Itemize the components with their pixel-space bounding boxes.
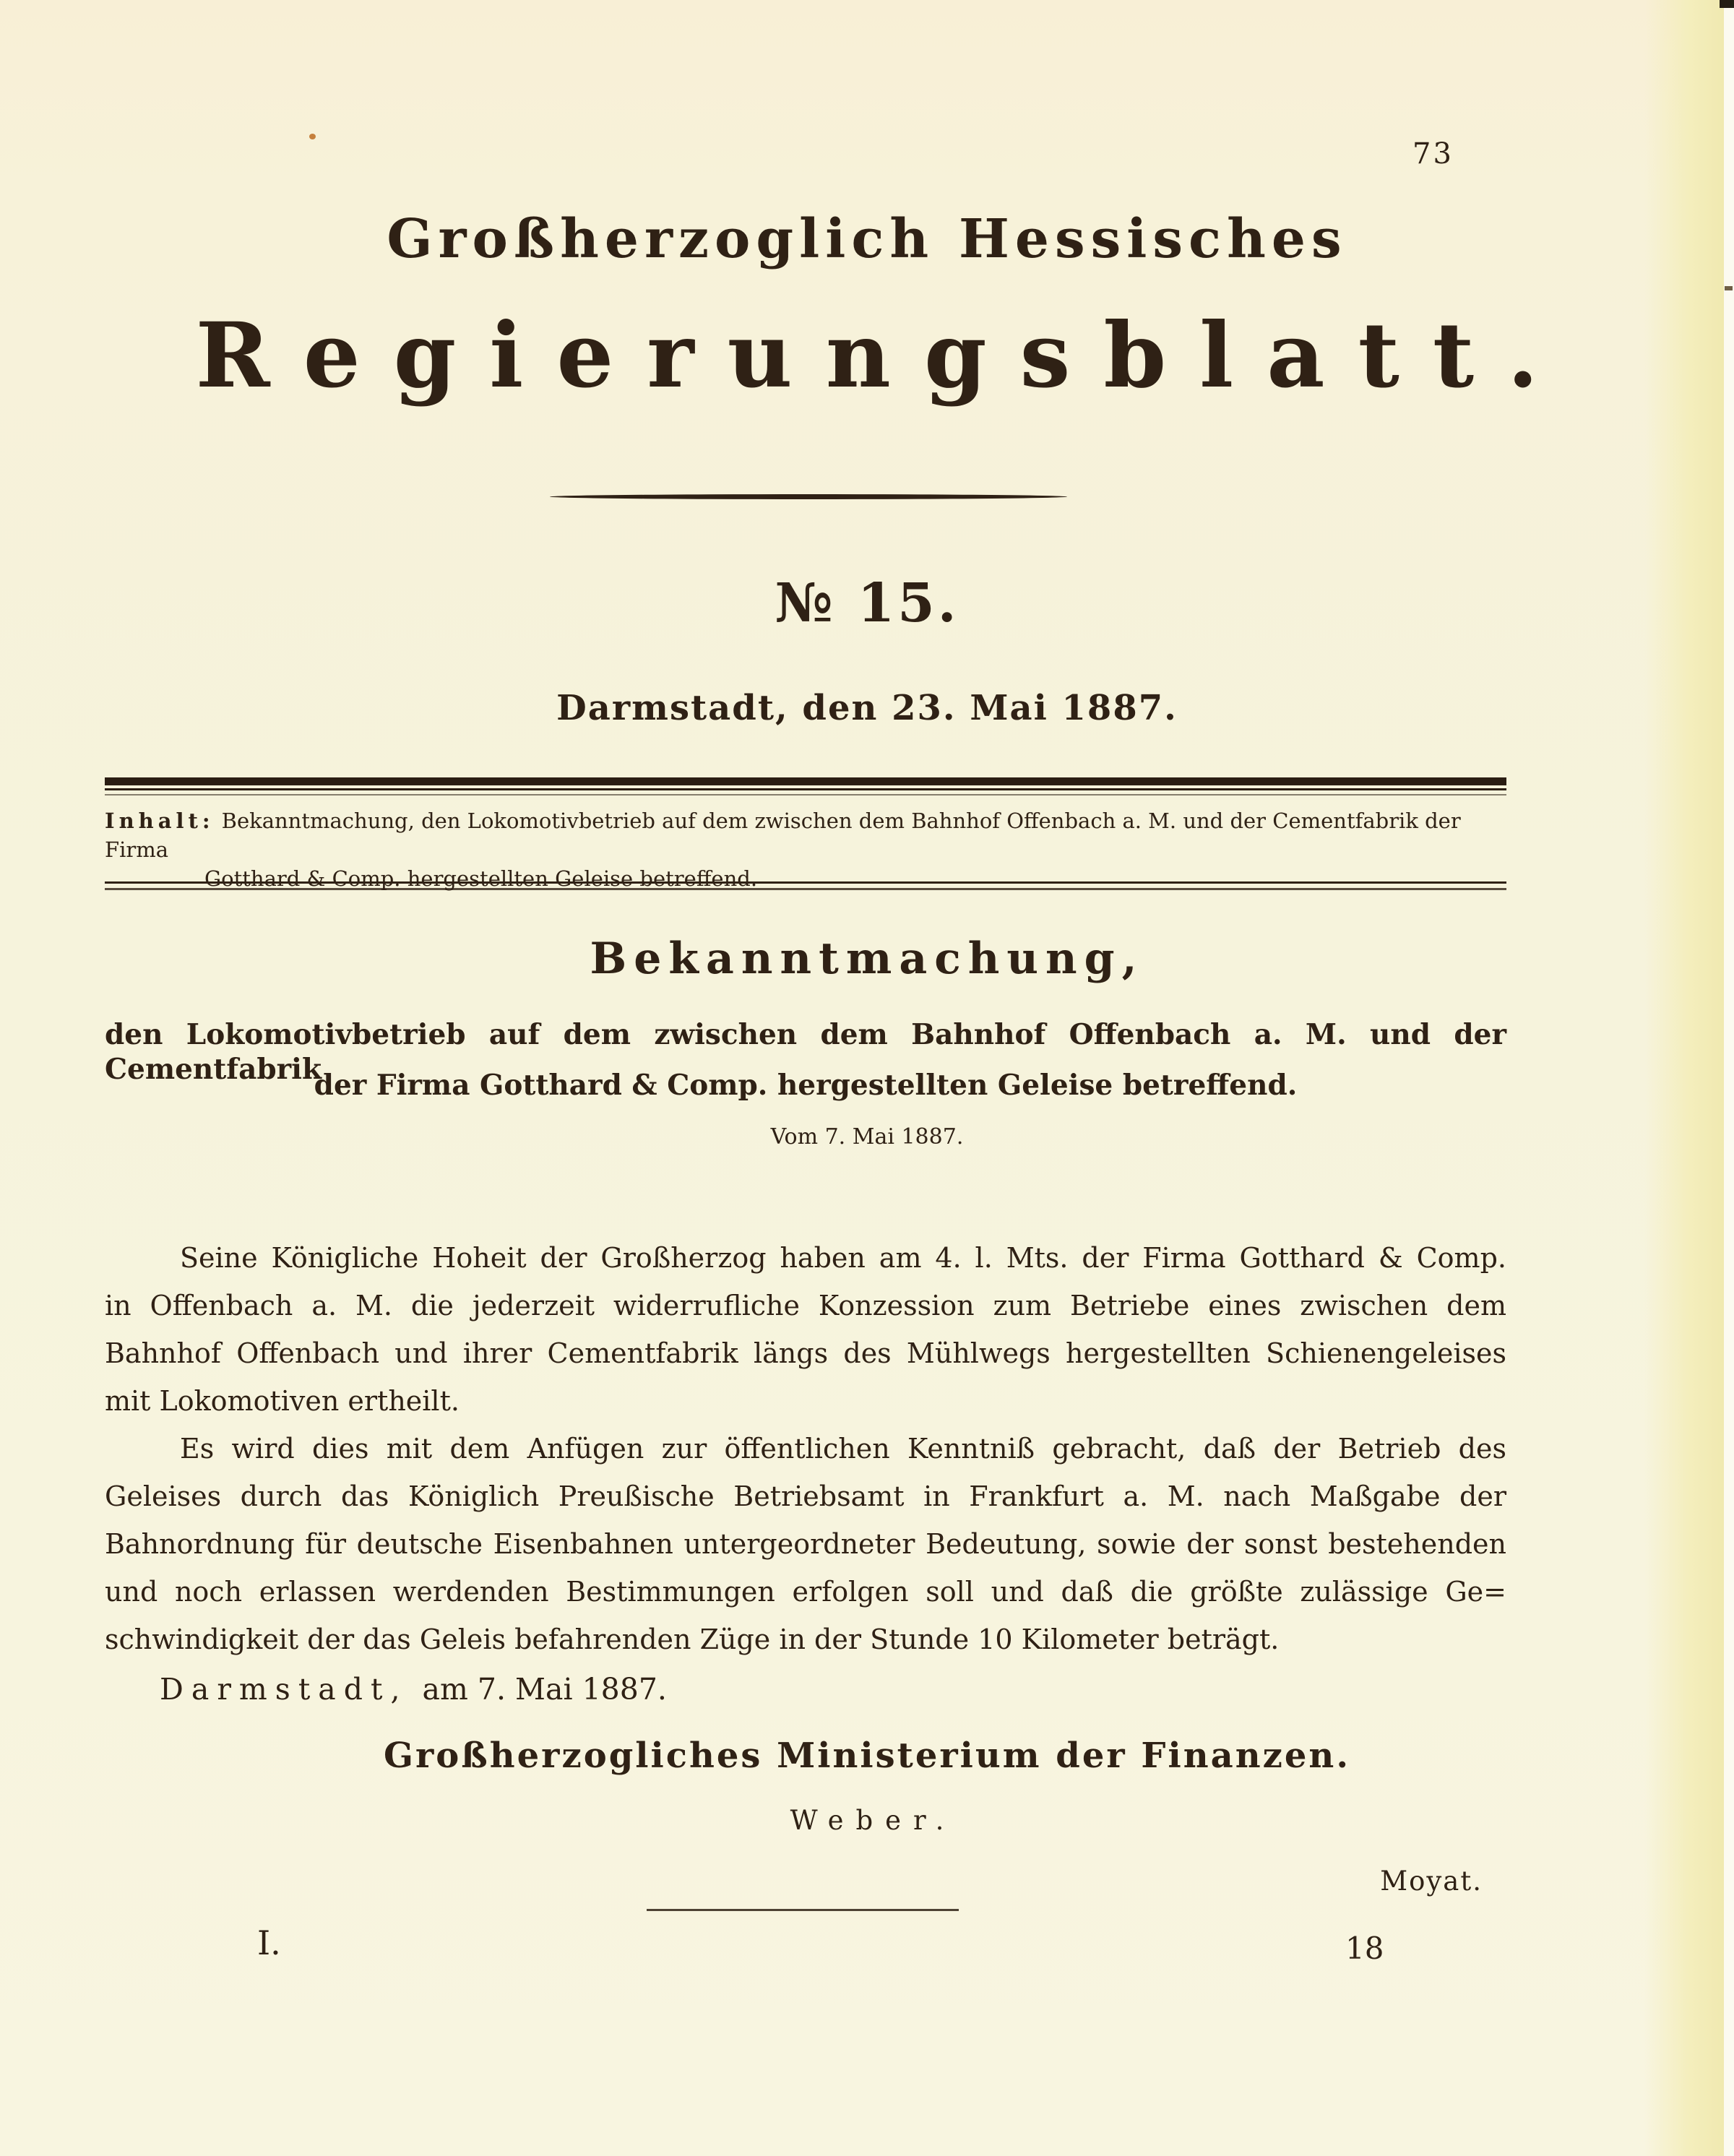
announcement-body xyxy=(105,1234,1506,1663)
separator-rule xyxy=(647,1909,959,1911)
announcement-subtitle-line-1: den Lokomotivbetrieb auf dem zwischen dem Bahnhof Offenbach a. M. und der Cementfabrik xyxy=(105,1018,1506,1086)
body-line: Es wird dies mit dem Anfügen zur öffentlichen Kenntniß gebracht, daß der Betrieb des xyxy=(180,1433,1506,1465)
page-number: 73 xyxy=(1412,137,1454,171)
scan-corner-mark xyxy=(1720,0,1734,8)
rule-bar-heavy xyxy=(105,777,1506,785)
footer-sheet-number: 18 xyxy=(1345,1931,1384,1966)
paper-speck xyxy=(309,134,316,139)
inhalt-label: Inhalt: xyxy=(105,808,215,833)
masthead-line-2: Regierungsblatt. xyxy=(195,303,1572,408)
place-date-line xyxy=(105,1672,1506,1707)
announcement-date: Vom 7. Mai 1887. xyxy=(770,1124,964,1150)
signature-moyat: Moyat. xyxy=(1380,1866,1483,1897)
header-rule-double xyxy=(105,881,1506,890)
issue-dateline: Darmstadt, den 23. Mai 1887. xyxy=(556,688,1178,728)
body-line: Bahnordnung für deutsche Eisenbahnen untergeordneter Bedeutung, sowie der sonst bestehenden xyxy=(105,1528,1506,1560)
body-line: in Offenbach a. M. die jederzeit widerrufliche Konzession zum Betriebe eines zwischen dem xyxy=(105,1290,1506,1321)
inhalt-line-1 xyxy=(105,806,1506,864)
issue-number: № 15. xyxy=(775,572,959,634)
body-line: Seine Königliche Hoheit der Großherzog haben am 4. l. Mts. der Firma Gotthard & Comp. xyxy=(180,1242,1506,1274)
place-date: am 7. Mai 1887. xyxy=(422,1672,667,1707)
body-line: und noch erlassen werdenden Bestimmungen erfolgen soll und daß die größte zulässige Ge= xyxy=(105,1576,1506,1608)
body-line: schwindigkeit der das Geleis befahrenden Züge in der Stunde 10 Kilometer beträgt. xyxy=(105,1624,1280,1655)
body-line: mit Lokomotiven ertheilt. xyxy=(105,1385,460,1417)
rule-bar-faint xyxy=(105,794,1506,795)
inhalt-block xyxy=(105,806,1506,893)
scan-edge-mark xyxy=(1725,286,1733,290)
announcement-title: Bekanntmachung, xyxy=(590,933,1144,984)
signature-weber: Weber. xyxy=(790,1805,957,1836)
body-line: Bahnhof Offenbach und ihrer Cementfabrik längs des Mühlwegs hergestellten Schienengeleises xyxy=(105,1337,1506,1369)
rule-bar-thin xyxy=(105,788,1506,790)
announcement-subtitle-line-2: der Firma Gotthard & Comp. hergestellten Geleise betreffend. xyxy=(314,1069,1298,1102)
body-line: Geleises durch das Königlich Preußische Betriebsamt in Frankfurt a. M. nach Maßgabe der xyxy=(105,1480,1506,1512)
footer-volume-mark: I. xyxy=(257,1923,281,1962)
ministry-line: Großherzogliches Ministerium der Finanzen. xyxy=(383,1735,1351,1776)
masthead-rule xyxy=(550,494,1067,499)
inhalt-text-1: Bekanntmachung, den Lokomotivbetrieb auf dem zwischen dem Bahnhof Offenbach a. M. und der Cementfabrik der Firma xyxy=(105,808,1461,862)
masthead-line-1: Großherzoglich Hessisches xyxy=(387,208,1347,270)
inhalt-line-2: Gotthard & Comp. hergestellten Geleise betreffend. xyxy=(204,866,758,891)
body-paragraph-1 xyxy=(105,1234,1506,1425)
place-name: Darmstadt, xyxy=(160,1672,408,1707)
header-rule-thick xyxy=(105,777,1506,795)
body-paragraph-2 xyxy=(105,1425,1506,1663)
